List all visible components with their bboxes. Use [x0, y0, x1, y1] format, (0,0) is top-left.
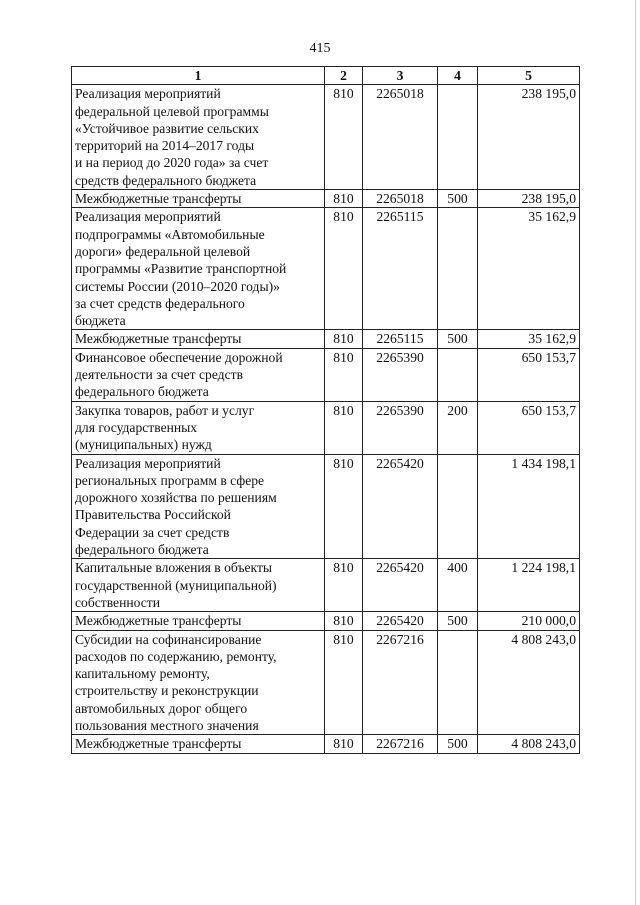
row-name: Межбюджетные трансферты [72, 612, 325, 630]
header-col-2: 2 [325, 67, 363, 85]
table-row [72, 454, 580, 559]
row-name: Реализация мероприятий федеральной целевой программы «Устойчивое развитие сельских территорий на 2014–2017 годы и на период до 2020 года» за счет средств федерального бюджета [72, 85, 325, 190]
table-row [72, 630, 580, 735]
row-amount: 35 162,9 [478, 208, 580, 330]
row-col-2: 810 [325, 612, 363, 630]
row-col-2: 810 [325, 559, 363, 612]
row-col-4: 500 [438, 190, 478, 208]
table-row [72, 735, 580, 753]
header-col-1: 1 [72, 67, 325, 85]
header-col-4: 4 [438, 67, 478, 85]
table-row [72, 85, 580, 190]
row-col-4: 500 [438, 330, 478, 348]
row-amount: 4 808 243,0 [478, 735, 580, 753]
header-col-3: 3 [363, 67, 438, 85]
table-row [72, 208, 580, 330]
row-col-4: 500 [438, 612, 478, 630]
row-name: Межбюджетные трансферты [72, 330, 325, 348]
table-row [72, 559, 580, 612]
row-name: Закупка товаров, работ и услуг для государственных (муниципальных) нужд [72, 401, 325, 454]
row-col-3: 2265420 [363, 559, 438, 612]
row-amount: 1 224 198,1 [478, 559, 580, 612]
row-col-3: 2265420 [363, 454, 438, 559]
row-name: Финансовое обеспечение дорожной деятельности за счет средств федерального бюджета [72, 348, 325, 401]
row-amount: 238 195,0 [478, 85, 580, 190]
row-col-2: 810 [325, 735, 363, 753]
header-row [72, 67, 580, 85]
row-col-4 [438, 454, 478, 559]
table-row [72, 612, 580, 630]
row-col-2: 810 [325, 454, 363, 559]
row-name: Субсидии на софинансирование расходов по содержанию, ремонту, капитальному ремонту, строительству и реконструкции автомобильных дорог общего пользования местного значения [72, 630, 325, 735]
row-name: Капитальные вложения в объекты государственной (муниципальной) собственности [72, 559, 325, 612]
table-row [72, 190, 580, 208]
row-col-2: 810 [325, 85, 363, 190]
row-col-2: 810 [325, 330, 363, 348]
row-name: Межбюджетные трансферты [72, 735, 325, 753]
header-col-5: 5 [478, 67, 580, 85]
row-col-4 [438, 630, 478, 735]
row-col-4 [438, 85, 478, 190]
row-amount: 650 153,7 [478, 401, 580, 454]
row-col-2: 810 [325, 348, 363, 401]
row-col-2: 810 [325, 401, 363, 454]
row-col-3: 2267216 [363, 735, 438, 753]
row-amount: 4 808 243,0 [478, 630, 580, 735]
row-col-3: 2265018 [363, 85, 438, 190]
row-col-4: 200 [438, 401, 478, 454]
row-col-4: 400 [438, 559, 478, 612]
row-col-3: 2265115 [363, 330, 438, 348]
row-col-2: 810 [325, 630, 363, 735]
row-col-4 [438, 348, 478, 401]
table-row [72, 401, 580, 454]
row-amount: 210 000,0 [478, 612, 580, 630]
budget-table [71, 66, 580, 754]
row-amount: 1 434 198,1 [478, 454, 580, 559]
row-col-3: 2265420 [363, 612, 438, 630]
row-col-2: 810 [325, 190, 363, 208]
row-col-3: 2267216 [363, 630, 438, 735]
scan-edge-line [635, 0, 636, 905]
row-col-3: 2265390 [363, 401, 438, 454]
row-amount: 238 195,0 [478, 190, 580, 208]
row-col-3: 2265390 [363, 348, 438, 401]
row-amount: 35 162,9 [478, 330, 580, 348]
row-name: Реализация мероприятий подпрограммы «Автомобильные дороги» федеральной целевой программы «Развитие транспортной системы России (2010–2020 годы)» за счет средств федерального бюджета [72, 208, 325, 330]
page-number: 415 [309, 41, 331, 56]
row-col-3: 2265115 [363, 208, 438, 330]
row-col-4: 500 [438, 735, 478, 753]
row-amount: 650 153,7 [478, 348, 580, 401]
row-name: Реализация мероприятий региональных программ в сфере дорожного хозяйства по решениям Правительства Российской Федерации за счет средств федерального бюджета [72, 454, 325, 559]
table-row [72, 348, 580, 401]
row-col-4 [438, 208, 478, 330]
table-row [72, 330, 580, 348]
row-col-3: 2265018 [363, 190, 438, 208]
row-col-2: 810 [325, 208, 363, 330]
row-name: Межбюджетные трансферты [72, 190, 325, 208]
